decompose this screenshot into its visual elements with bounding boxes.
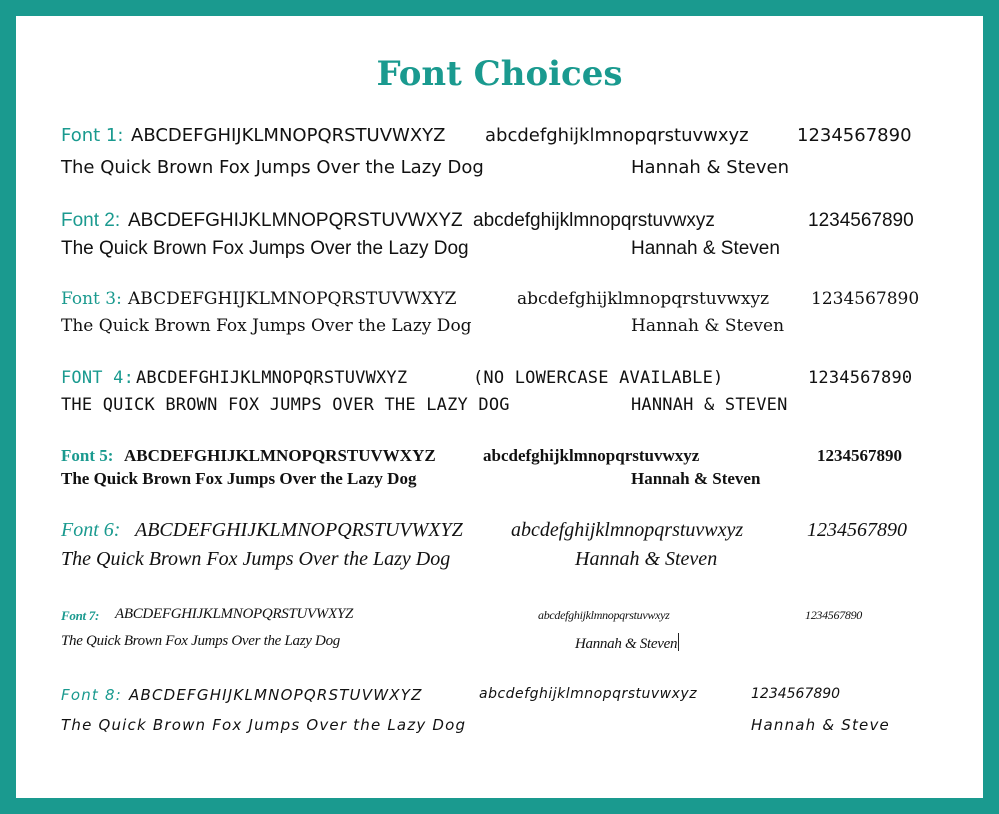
font-4-alphabet-row <box>61 368 961 395</box>
font-6-sample: The Quick Brown Fox Jumps Over the Lazy Dog <box>61 548 451 570</box>
font-5-sample-row <box>61 469 961 492</box>
font-8-numbers: 1234567890 <box>751 686 841 702</box>
font-8-lowercase: abcdefghijklmnopqrstuvwxyz <box>479 686 698 702</box>
font-1-sample-row <box>61 157 961 189</box>
font-3-block <box>61 289 961 343</box>
font-1-block <box>61 125 961 189</box>
font-8-sample-row <box>61 716 961 746</box>
page-title: Font Choices <box>376 54 623 94</box>
font-6-numbers: 1234567890 <box>807 519 907 541</box>
font-8-sample: The Quick Brown Fox Jumps Over the Lazy Dog <box>61 716 467 734</box>
font-4-sample: THE QUICK BROWN FOX JUMPS OVER THE LAZY DOG <box>61 395 510 415</box>
font-1-lowercase: abcdefghijklmnopqrstuvwxyz <box>485 125 749 146</box>
font-4-names: HANNAH & STEVEN <box>631 395 788 415</box>
font-5-lowercase: abcdefghijklmnopqrstuvwxyz <box>483 446 700 465</box>
font-4-uppercase: ABCDEFGHIJKLMNOPQRSTUVWXYZ <box>136 368 408 388</box>
font-6-lowercase: abcdefghijklmnopqrstuvwxyz <box>511 519 744 541</box>
font-7-numbers: 1234567890 <box>805 608 863 622</box>
font-3-uppercase: ABCDEFGHIJKLMNOPQRSTUVWXYZ <box>128 289 457 309</box>
font-7-block <box>61 606 961 660</box>
font-2-label: Font 2: <box>61 210 121 231</box>
font-5-alphabet-row <box>61 446 961 469</box>
font-7-names: Hannah & Steven <box>575 636 678 652</box>
font-3-lowercase: abcdefghijklmnopqrstuvwxyz <box>517 289 770 309</box>
font-7-lowercase: abcdefghijklmnopqrstuvwxyz <box>538 608 670 622</box>
font-2-names: Hannah & Steven <box>631 238 780 259</box>
font-2-lowercase: abcdefghijklmnopqrstuvwxyz <box>473 210 715 231</box>
font-8-names: Hannah & Steve <box>751 716 890 734</box>
font-2-numbers: 1234567890 <box>808 210 914 231</box>
font-choices-sheet <box>16 16 983 798</box>
font-7-sample-row <box>61 633 961 660</box>
font-4-sample-row <box>61 395 961 422</box>
font-3-label: Font 3: <box>61 289 122 309</box>
font-1-alphabet-row <box>61 125 961 157</box>
font-2-block <box>61 210 961 266</box>
font-6-label: Font 6: <box>61 519 121 541</box>
font-6-uppercase: ABCDEFGHIJKLMNOPQRSTUVWXYZ <box>135 519 463 541</box>
text-cursor <box>678 633 679 651</box>
font-3-sample-row <box>61 316 961 343</box>
font-4-block <box>61 368 961 422</box>
font-1-names: Hannah & Steven <box>631 157 789 178</box>
font-8-block <box>61 686 961 746</box>
font-6-names: Hannah & Steven <box>575 548 718 570</box>
font-6-sample-row <box>61 548 961 577</box>
font-6-alphabet-row <box>61 519 961 548</box>
font-7-alphabet-row <box>61 606 961 633</box>
font-5-block <box>61 446 961 492</box>
font-6-block <box>61 519 961 577</box>
font-4-numbers: 1234567890 <box>808 368 913 388</box>
font-4-lowercase-note: (NO LOWERCASE AVAILABLE) <box>473 368 724 388</box>
font-7-label: Font 7: <box>61 608 99 623</box>
font-8-label: Font 8: <box>61 686 122 704</box>
font-2-uppercase: ABCDEFGHIJKLMNOPQRSTUVWXYZ <box>128 210 463 231</box>
font-3-names: Hannah & Steven <box>631 316 785 336</box>
font-2-alphabet-row <box>61 210 961 238</box>
font-1-sample: The Quick Brown Fox Jumps Over the Lazy Dog <box>61 157 484 178</box>
font-2-sample: The Quick Brown Fox Jumps Over the Lazy Dog <box>61 238 469 259</box>
font-5-sample: The Quick Brown Fox Jumps Over the Lazy Dog <box>61 469 417 488</box>
font-8-uppercase: ABCDEFGHIJKLMNOPQRSTUVWXYZ <box>129 686 423 704</box>
font-5-numbers: 1234567890 <box>817 446 902 465</box>
font-2-sample-row <box>61 238 961 266</box>
font-4-label: FONT 4: <box>61 368 135 388</box>
font-1-uppercase: ABCDEFGHIJKLMNOPQRSTUVWXYZ <box>131 125 446 146</box>
font-8-alphabet-row <box>61 686 961 716</box>
font-3-sample: The Quick Brown Fox Jumps Over the Lazy Dog <box>61 316 472 336</box>
font-7-names-wrap <box>575 633 679 653</box>
font-7-sample: The Quick Brown Fox Jumps Over the Lazy Dog <box>61 633 340 649</box>
font-5-names: Hannah & Steven <box>631 469 761 488</box>
font-3-numbers: 1234567890 <box>811 289 920 309</box>
font-3-alphabet-row <box>61 289 961 316</box>
font-5-label: Font 5: <box>61 446 114 465</box>
font-5-uppercase: ABCDEFGHIJKLMNOPQRSTUVWXYZ <box>124 446 436 465</box>
font-7-uppercase: ABCDEFGHIJKLMNOPQRSTUVWXYZ <box>115 606 354 622</box>
font-1-numbers: 1234567890 <box>797 125 912 146</box>
font-1-label: Font 1: <box>61 125 124 146</box>
